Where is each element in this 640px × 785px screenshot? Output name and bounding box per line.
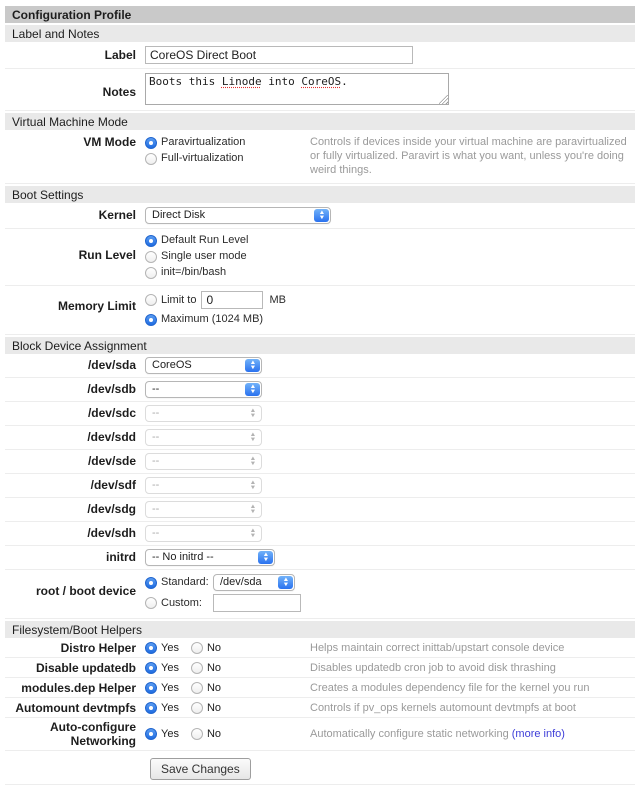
block-device-row-sdb bbox=[5, 378, 635, 402]
vm-mode-label: VM Mode bbox=[83, 135, 136, 149]
initrd-row bbox=[5, 546, 635, 570]
select-stepper-icon: ▲ ▼ bbox=[245, 359, 260, 372]
run-level-label: Run Level bbox=[78, 248, 136, 262]
radio-checked-icon[interactable] bbox=[145, 137, 157, 149]
device-label: /dev/sde bbox=[87, 454, 136, 468]
select-stepper-icon: ▲ ▼ bbox=[245, 383, 260, 396]
helper-help-text: Disables updatedb cron job to avoid disk thrashing bbox=[310, 661, 556, 674]
root-boot-device-row bbox=[5, 570, 635, 619]
root-boot-device-label: root / boot device bbox=[35, 584, 136, 598]
notes-row bbox=[5, 69, 635, 111]
kernel-row bbox=[5, 203, 635, 229]
radio-unchecked-icon[interactable] bbox=[145, 597, 157, 609]
helper-help-text: Controls if pv_ops kernels automount devtmpfs at boot bbox=[310, 701, 576, 714]
helper-row-automount-devtmpfs bbox=[5, 698, 635, 718]
device-sda-select[interactable]: CoreOS ▲ ▼ bbox=[145, 357, 262, 374]
device-label: /dev/sdg bbox=[87, 502, 136, 516]
device-label: /dev/sdd bbox=[87, 430, 136, 444]
notes-field-label: Notes bbox=[102, 85, 136, 99]
radio-unchecked-icon[interactable] bbox=[191, 682, 203, 694]
yes-option[interactable]: Yes bbox=[161, 641, 179, 654]
root-device-option-standard[interactable]: Standard: /dev/sda ▲ ▼ bbox=[145, 574, 301, 591]
select-stepper-icon: ▲ ▼ bbox=[249, 455, 256, 467]
device-label: /dev/sdc bbox=[87, 406, 136, 420]
save-changes-button[interactable]: Save Changes bbox=[150, 758, 251, 780]
helper-row-disable-updatedb bbox=[5, 658, 635, 678]
radio-unchecked-icon[interactable] bbox=[191, 728, 203, 740]
radio-checked-icon[interactable] bbox=[145, 314, 157, 326]
helper-label: Automount devtmpfs bbox=[15, 700, 136, 715]
page-title: Configuration Profile bbox=[5, 6, 635, 23]
helper-label: Auto-configure Networking bbox=[50, 720, 136, 748]
memory-limit-label: Memory Limit bbox=[57, 299, 136, 313]
root-device-standard-select[interactable]: /dev/sda ▲ ▼ bbox=[213, 574, 295, 591]
helper-row-auto-configure-networking bbox=[5, 718, 635, 751]
section-block-device-assignment: Block Device Assignment bbox=[5, 337, 635, 354]
device-sdd-select: -- ▲ ▼ bbox=[145, 429, 262, 446]
yes-option[interactable]: Yes bbox=[161, 701, 179, 714]
resize-grip-icon[interactable] bbox=[439, 95, 448, 104]
device-label: /dev/sdh bbox=[87, 526, 136, 540]
vm-mode-help-text: Controls if devices inside your virtual machine are paravirtualized or fully virtualized. Paravirt is what you want, unless you're doing weird things. bbox=[310, 136, 627, 176]
helper-help-text: Helps maintain correct inittab/upstart console device bbox=[310, 641, 565, 654]
radio-checked-icon[interactable] bbox=[145, 702, 157, 714]
block-device-row-sdg bbox=[5, 498, 635, 522]
block-device-row-sdh bbox=[5, 522, 635, 546]
vm-mode-option-full-virtualization[interactable]: Full-virtualization bbox=[145, 151, 310, 166]
yes-option[interactable]: Yes bbox=[161, 681, 179, 694]
helper-help-text: Creates a modules dependency file for the kernel you run bbox=[310, 681, 590, 694]
no-option[interactable]: No bbox=[206, 681, 222, 694]
select-stepper-icon: ▲ ▼ bbox=[249, 479, 256, 491]
select-stepper-icon: ▲ ▼ bbox=[249, 527, 256, 539]
root-device-option-custom[interactable]: Custom: bbox=[145, 594, 301, 612]
helper-label: Distro Helper bbox=[60, 640, 136, 655]
memory-limit-option-limit[interactable]: Limit to 0 MB bbox=[145, 291, 286, 309]
radio-unchecked-icon[interactable] bbox=[191, 662, 203, 674]
helper-help-text: Automatically configure static networking (more info) bbox=[310, 728, 565, 740]
device-sdb-select[interactable]: -- ▲ ▼ bbox=[145, 381, 262, 398]
kernel-label: Kernel bbox=[98, 208, 136, 222]
notes-text: . bbox=[341, 75, 348, 88]
radio-checked-icon[interactable] bbox=[145, 682, 157, 694]
helper-row-modules-dep bbox=[5, 678, 635, 698]
notes-text-misspelled: Linode bbox=[221, 75, 262, 88]
yes-option[interactable]: Yes bbox=[161, 728, 179, 740]
block-device-row-sde bbox=[5, 450, 635, 474]
radio-unchecked-icon[interactable] bbox=[145, 251, 157, 263]
root-device-custom-input[interactable] bbox=[213, 594, 301, 612]
block-device-row-sdf bbox=[5, 474, 635, 498]
section-virtual-machine-mode: Virtual Machine Mode bbox=[5, 113, 635, 130]
notes-text-misspelled: CoreOS bbox=[301, 75, 342, 88]
block-device-row-sdc bbox=[5, 402, 635, 426]
helper-row-distro bbox=[5, 638, 635, 658]
select-stepper-icon: ▲ ▼ bbox=[249, 407, 256, 419]
initrd-select[interactable]: -- No initrd -- ▲ ▼ bbox=[145, 549, 275, 566]
select-stepper-icon: ▲ ▼ bbox=[258, 551, 273, 564]
device-sdf-select: -- ▲ ▼ bbox=[145, 477, 262, 494]
block-device-row-sda bbox=[5, 354, 635, 378]
more-info-link[interactable]: (more info) bbox=[511, 728, 565, 740]
no-option[interactable]: No bbox=[206, 701, 222, 714]
notes-textarea[interactable] bbox=[145, 73, 449, 105]
label-field-label: Label bbox=[104, 48, 136, 62]
label-row bbox=[5, 42, 635, 69]
helper-label: modules.dep Helper bbox=[21, 680, 136, 695]
no-option[interactable]: No bbox=[206, 728, 222, 740]
yes-option[interactable]: Yes bbox=[161, 661, 179, 674]
run-level-option-init-bash[interactable]: init=/bin/bash bbox=[145, 265, 248, 280]
label-input[interactable] bbox=[145, 46, 413, 64]
radio-unchecked-icon[interactable] bbox=[145, 153, 157, 165]
radio-checked-icon[interactable] bbox=[145, 662, 157, 674]
select-stepper-icon: ▲ ▼ bbox=[278, 576, 293, 589]
memory-limit-input[interactable] bbox=[201, 291, 263, 309]
device-sdc-select: -- ▲ ▼ bbox=[145, 405, 262, 422]
no-option[interactable]: No bbox=[206, 641, 222, 654]
memory-limit-row bbox=[5, 286, 635, 335]
device-sde-select: -- ▲ ▼ bbox=[145, 453, 262, 470]
block-device-row-sdd bbox=[5, 426, 635, 450]
run-level-option-default[interactable]: Default Run Level bbox=[145, 233, 248, 248]
device-sdh-select: -- ▲ ▼ bbox=[145, 525, 262, 542]
memory-limit-option-maximum[interactable]: Maximum (1024 MB) bbox=[145, 312, 286, 327]
device-label: /dev/sdf bbox=[90, 478, 136, 492]
run-level-option-single-user[interactable]: Single user mode bbox=[145, 249, 248, 264]
select-stepper-icon: ▲ ▼ bbox=[249, 503, 256, 515]
section-label-and-notes: Label and Notes bbox=[5, 25, 635, 42]
radio-checked-icon[interactable] bbox=[145, 235, 157, 247]
radio-checked-icon[interactable] bbox=[145, 577, 157, 589]
no-option[interactable]: No bbox=[206, 661, 222, 674]
device-label: /dev/sda bbox=[87, 358, 136, 372]
radio-unchecked-icon[interactable] bbox=[191, 702, 203, 714]
helper-label: Disable updatedb bbox=[35, 660, 136, 675]
initrd-label: initrd bbox=[106, 550, 136, 564]
kernel-select[interactable]: Direct Disk ▲ ▼ bbox=[145, 207, 331, 224]
device-sdg-select: -- ▲ ▼ bbox=[145, 501, 262, 518]
radio-unchecked-icon[interactable] bbox=[145, 294, 157, 306]
select-stepper-icon: ▲ ▼ bbox=[314, 209, 329, 222]
section-filesystem-boot-helpers: Filesystem/Boot Helpers bbox=[5, 621, 635, 638]
run-level-row bbox=[5, 229, 635, 286]
device-label: /dev/sdb bbox=[87, 382, 136, 396]
vm-mode-row bbox=[5, 130, 635, 184]
select-stepper-icon: ▲ ▼ bbox=[249, 431, 256, 443]
radio-checked-icon[interactable] bbox=[145, 728, 157, 740]
vm-mode-option-paravirtualization[interactable]: Paravirtualization bbox=[145, 135, 310, 150]
notes-text: Boots this bbox=[149, 75, 222, 88]
footer bbox=[5, 751, 635, 785]
notes-text: into bbox=[261, 75, 302, 88]
radio-unchecked-icon[interactable] bbox=[145, 267, 157, 279]
section-boot-settings: Boot Settings bbox=[5, 186, 635, 203]
